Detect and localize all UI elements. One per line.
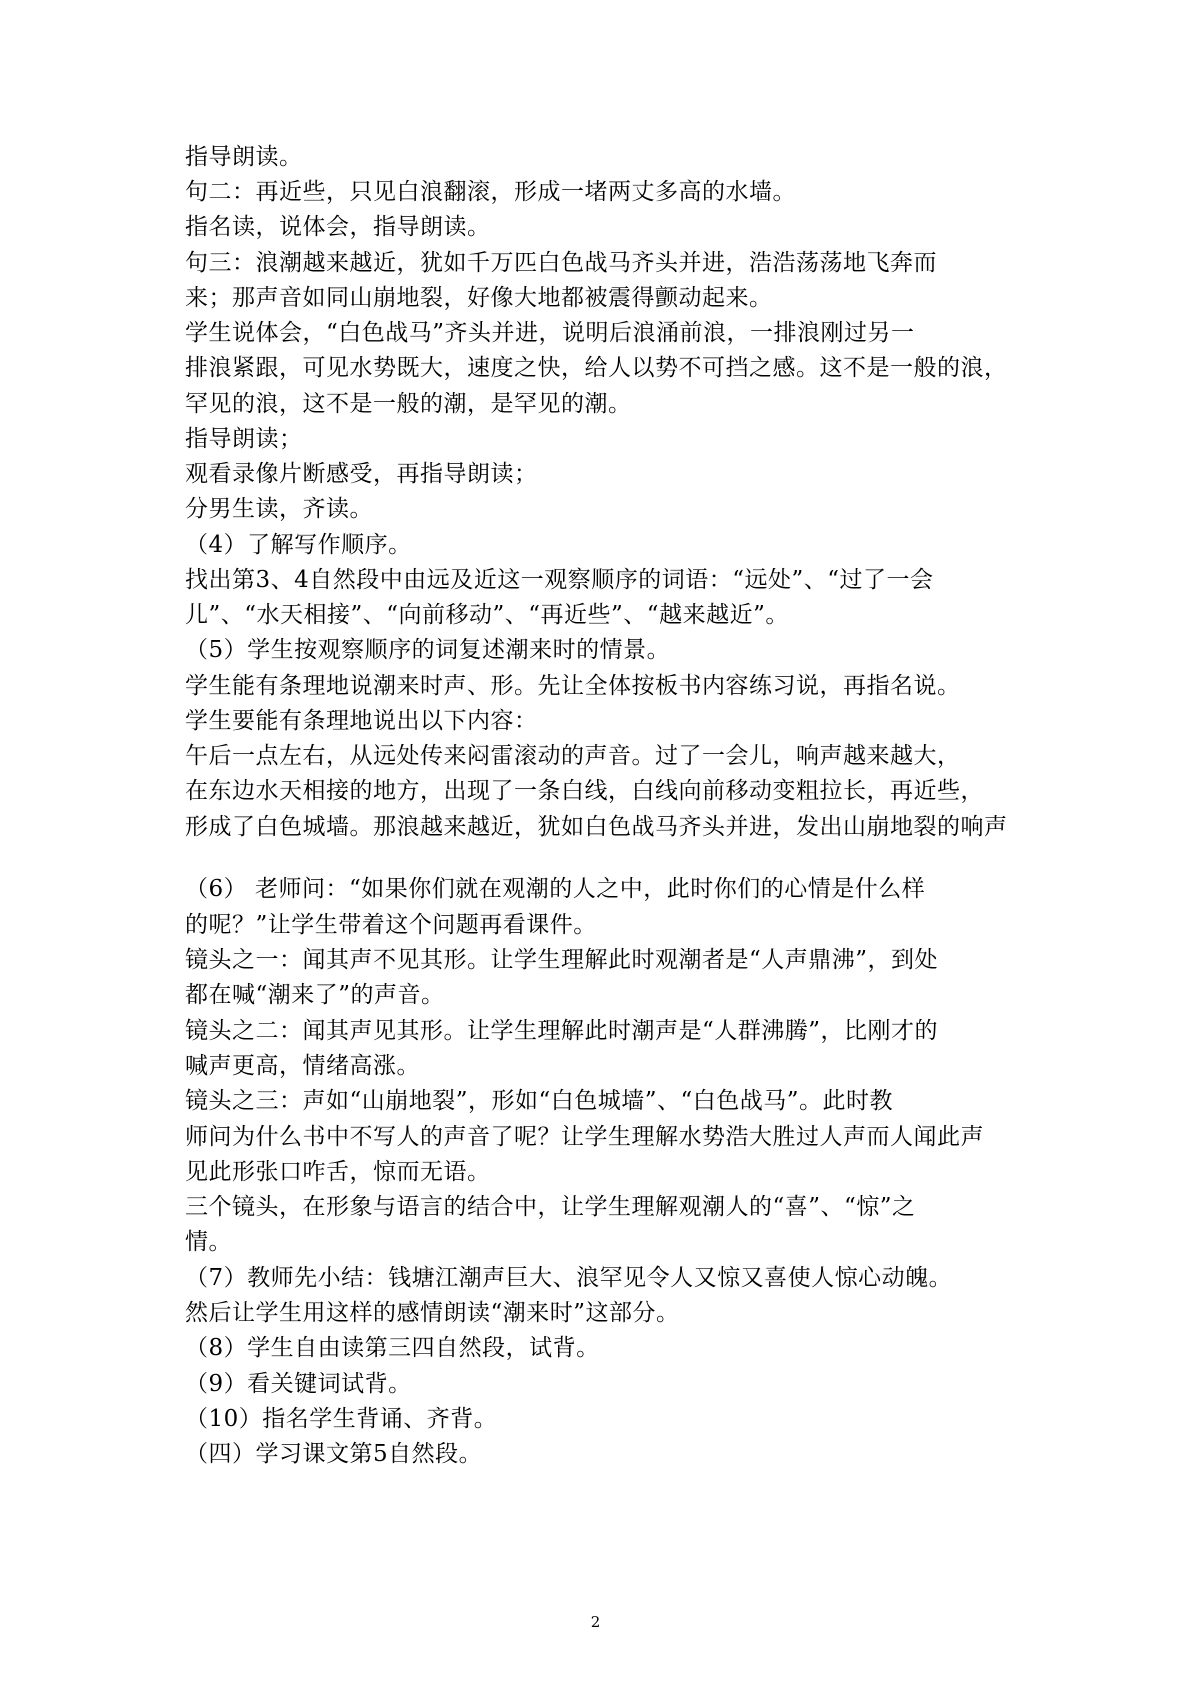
text-line: 罕见的浪，这不是一般的潮，是罕见的潮。	[185, 391, 632, 417]
text-line: 指导朗读；	[185, 426, 303, 452]
text-line: 排浪紧跟，可见水势既大，速度之快，给人以势不可挡之感。这不是一般的浪，	[185, 355, 1008, 381]
text-line: （5）学生按观察顺序的词复述潮来时的情景。	[185, 637, 671, 663]
text-line: （10）指名学生背诵、齐背。	[185, 1406, 498, 1432]
page-number: 2	[590, 1613, 601, 1631]
text-line: 学生说体会，“白色战马”齐头并进，说明后浪涌前浪，一排浪刚过另一	[185, 320, 915, 346]
text-line: （8）学生自由读第三四自然段，试背。	[185, 1335, 600, 1361]
text-line: 句二：再近些，只见白浪翻滚，形成一堵两丈多高的水墙。	[185, 179, 796, 205]
text-line: 的呢？”让学生带着这个问题再看课件。	[185, 912, 597, 938]
text-line: 形成了白色城墙。那浪越来越近，犹如白色战马齐头并进，发出山崩地裂的响声	[185, 814, 1008, 840]
text-line: 分男生读，齐读。	[185, 496, 373, 522]
text-line: 见此形张口咋舌，惊而无语。	[185, 1159, 491, 1185]
text-line: （四）学习课文第5自然段。	[185, 1441, 483, 1467]
text-line: 观看录像片断感受，再指导朗读；	[185, 461, 538, 487]
text-line: （6） 老师问：“如果你们就在观潮的人之中，此时你们的心情是什么样	[185, 876, 926, 902]
text-line: 然后让学生用这样的感情朗读“潮来时”这部分。	[185, 1300, 680, 1326]
text-line: 在东边水天相接的地方，出现了一条白线，白线向前移动变粗拉长，再近些，	[185, 778, 984, 804]
text-line: 镜头之三：声如“山崩地裂”，形如“白色城墙”、“白色战马”。此时教	[185, 1088, 894, 1114]
text-line: （7）教师先小结：钱塘江潮声巨大、浪罕见令人又惊又喜使人惊心动魄。	[185, 1265, 953, 1291]
text-line: （4）了解写作顺序。	[185, 532, 412, 558]
text-line: 镜头之二：闻其声见其形。让学生理解此时潮声是“人群沸腾”，比刚才的	[185, 1018, 939, 1044]
text-line: 找出第3、4自然段中由远及近这一观察顺序的词语：“远处”、“过了一会	[185, 567, 934, 593]
text-line: 师问为什么书中不写人的声音了呢？让学生理解水势浩大胜过人声而人闻此声	[185, 1124, 984, 1150]
text-line: 指名读，说体会，指导朗读。	[185, 214, 491, 240]
text-line: 儿”、“水天相接”、“向前移动”、“再近些”、“越来越近”。	[185, 602, 789, 628]
text-line: 情。	[185, 1229, 232, 1255]
text-line: 午后一点左右，从远处传来闷雷滚动的声音。过了一会儿，响声越来越大，	[185, 743, 961, 769]
text-line: 指导朗读。	[185, 144, 303, 170]
text-line: 三个镜头，在形象与语言的结合中，让学生理解观潮人的“喜”、“惊”之	[185, 1194, 916, 1220]
text-line: 喊声更高，情绪高涨。	[185, 1053, 420, 1079]
text-line: 句三：浪潮越来越近，犹如千万匹白色战马齐头并进，浩浩荡荡地飞奔而	[185, 250, 937, 276]
text-line: 来；那声音如同山崩地裂，好像大地都被震得颤动起来。	[185, 285, 773, 311]
text-line: 都在喊“潮来了”的声音。	[185, 982, 445, 1008]
text-line: （9）看关键词试背。	[185, 1371, 412, 1397]
text-line: 学生要能有条理地说出以下内容：	[185, 708, 538, 734]
text-line: 镜头之一：闻其声不见其形。让学生理解此时观潮者是“人声鼎沸”，到处	[185, 947, 939, 973]
text-line: 学生能有条理地说潮来时声、形。先让全体按板书内容练习说，再指名说。	[185, 673, 961, 699]
